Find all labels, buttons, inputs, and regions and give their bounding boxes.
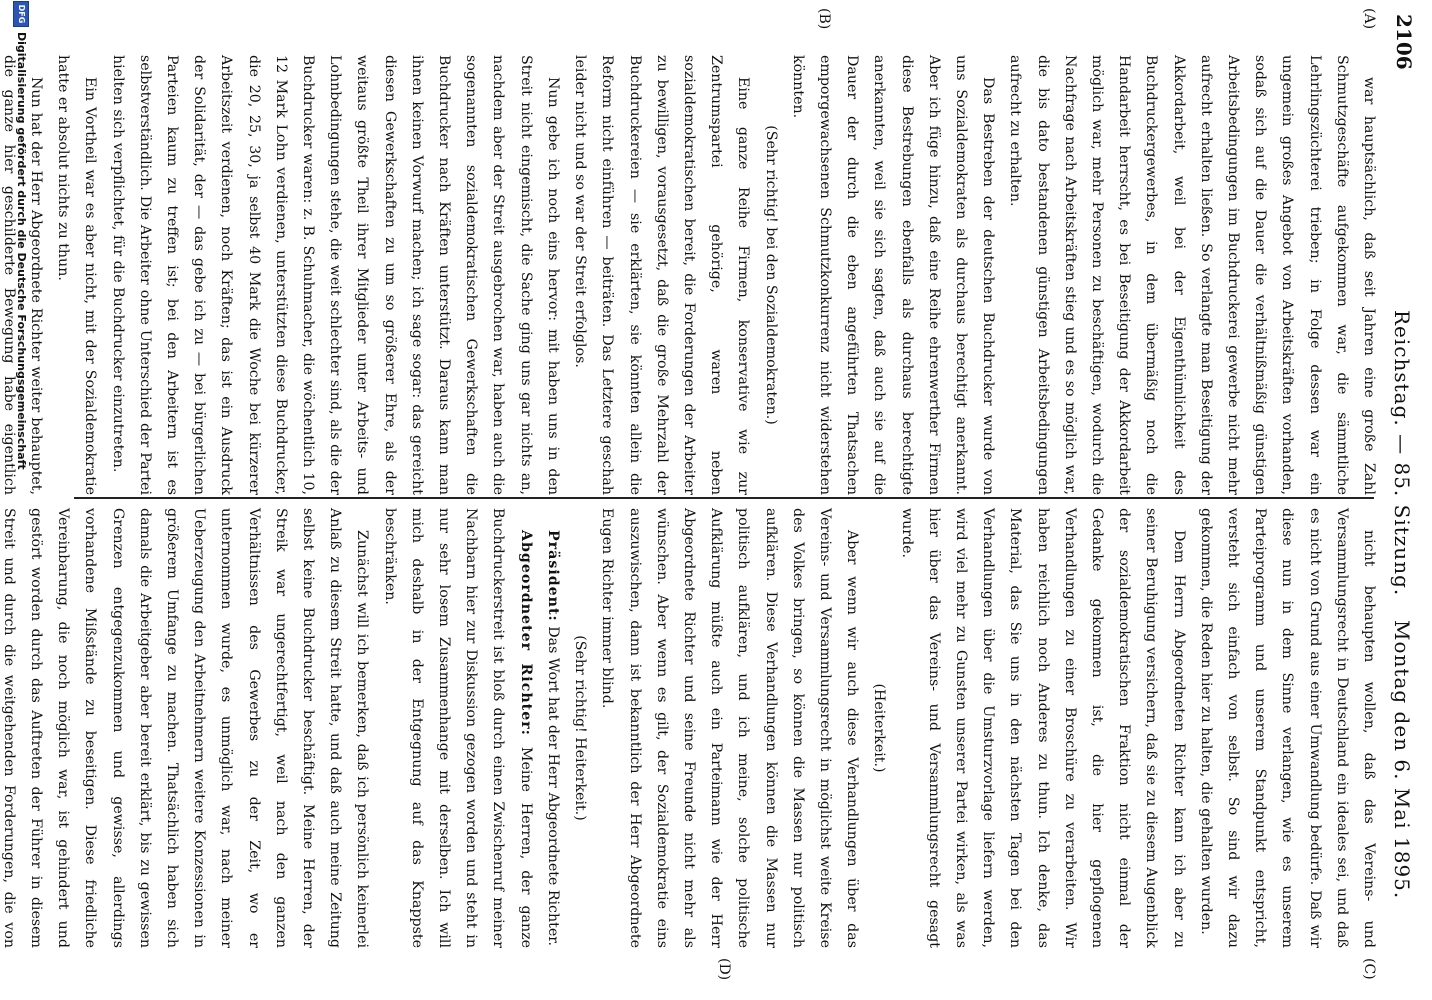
- speech-text: Meine Herren, der ganze Buchdruckerstreit ist bloß durch einen Zwischenruf meiner Nachbarn hier zur Diskussion gezogen worden und steht in nur sehr losem Zusammenhange mit derselben. Ich will mich deshalb in der Entgegnung auf das Knappste beschränken.: [381, 508, 534, 948]
- interjection: (Sehr richtig! Heiterkeit.): [572, 635, 589, 821]
- margin-marker-b: (B): [816, 8, 832, 30]
- paragraph: Dem Herrn Abgeordneten Richter kann ich aber zu seiner Beruhigung versichern, daß sie zu diesem Augenblick der sozialdemokratischen Fraktion nicht einmal der Gedanke gekommen ist, die hier gepflogenen Verhandlungen zu einer Broschüre zu verarbeiten. Wir haben reichlich noch Anderes zu thun. Ich denke, das Material, das Sie uns in den nächsten Tagen bei den Verhandlungen über die Umsturzvorlage liefern werden, wird viel mehr zu Gunsten unserer Partei wirken, als was hier über das Vereins- und Versammlungsrecht gesagt wurde.: [898, 508, 1187, 948]
- margin-marker-d: (D): [716, 958, 732, 981]
- paragraph: Ein Vortheil war es aber nicht, mit der Sozialdemokratie hatte er absolut nichts zu thun.: [55, 55, 99, 495]
- session-date: Montag den 6. Mai 1895.: [1390, 620, 1414, 900]
- digitization-footer: [7, 0, 37, 1000]
- paragraph: Nun gebe ich noch eins hervor: mit haben uns in den Streit nicht eingemischt, die Sache ging uns gar nichts an, nachdem aber der Streit ausgebrochen war, haben auch die sogenannten sozialdemokratischen Gewerkschaften die Buchdrucker nach Kräften unterstützt. Daraus kann man ihnen keinen Vorwurf machen; ich sage sogar: das gereicht diesen Gewerkschaften zu um so größerer Ehre, als der weitaus größte Theil ihrer Mitglieder unter Arbeits- und Lohnbedingungen stehe, die weit schlechter sind, als die der Buchdrucker waren: z. B. Schuhmacher, die wöchentlich 10, 12 Mark Lohn verdienen, unterstützten diese Buchdrucker, die 20, 25, 30, ja selbst 40 Mark die Woche bei kürzerer Arbeitszeit verdienen, noch Kräften; das ist ein Ausdruck der Solidarität, der — das gebe ich zu — bei bürgerlichen Parteien kaum zu treffen ist; bei den Arbeitern ist es selbstverständlich. Die Arbeiter ohne Unterschied der Partei hielten sich verpflichtet, für die Buchdrucker einzutreten.: [109, 55, 561, 495]
- paragraph: Zunächst will ich bemerken, daß ich persönlich keinerlei Anlaß zu diesem Streit hatte, und daß auch meine Zeitung selbst keine Buchdrucker beschäftigt. Meine Herren, der Streik war ungerechtfertigt, weil nach den ganzen Verhältnissen des Gewerbes zu der Zeit, wo er unternommen wurde, es unmöglich war, nach meiner Ueberzeugung den Arbeitnehmern weitere Konzessionen in größerem Umfange zu machen. Thatsächlich haben sich damals die Arbeitgeber aber bereit erklärt, bis zu gewissen Grenzen entgegenzukommen und gewisse, allerdings vorhandene Mißstände zu beseitigen. Diese friedliche Vereinbarung, die noch möglich war, ist gehindert und gestört worden durch das Auftreten der Führer in diesem Streit und durch die weitgehenden Forderungen, die von: [0, 508, 371, 948]
- page-header: [1386, 10, 1418, 990]
- interjection: (Sehr richtig! bei den Sozialdemokraten.): [762, 125, 779, 425]
- paragraph: Aber wenn wir auch diese Verhandlungen über das Vereins- und Versammlungsrecht in möglichst weite Kreise des Volkes bringen, so können die Massen nur politisch aufklären. Diese Verhandlungen können die Massen nur politisch aufklären, und ich meine, solche politische Aufklärung müßte auch ein Parteimann wie der Herr Abgeordnete Richter und seine Freunde nicht mehr als wünschen. Aber wenn es gilt, der Sozialdemokratie eins auszuwischen, dann ist bekanntlich der Herr Abgeordnete Eugen Richter immer blind.: [599, 508, 861, 948]
- paragraph: Das Bestreben der deutschen Buchdrucker wurde von uns Sozialdemokraten als durchaus berechtigt anerkannt. Aber ich füge hinzu, daß eine Reihe ehrenwerther Firmen diese Bestrebungen ebenfalls als durchaus berechtigte anerkannten, weil sie sich sagten, daß auch sie auf die Dauer der durch die eben angeführten Thatsachen emporgewachsenen Schmutzkonkurrenz nicht widerstehen könnten.: [789, 55, 997, 495]
- paragraph: Eine ganze Reihe Firmen, konservative wie zur Zentrumspartei gehörige, waren neben sozialdemokratischen bereit, die Forderungen der Arbeiter zu bewilligen, vorausgesetzt, daß die große Mehrzahl der Buchdruckereien — sie erklärten, sie könnten allein die Reform nicht einführen — beiträten. Das Letztere geschah leider nicht und so war der Streit erfolglos.: [572, 55, 752, 495]
- speech-text: Das Wort hat der Herr Abgeordnete Richter.: [544, 626, 561, 946]
- column-divider: [74, 497, 1374, 499]
- speaker-name: Abgeordneter Richter:: [517, 530, 534, 736]
- speech-paragraph: [375, 508, 538, 948]
- right-column: [0, 508, 1382, 948]
- margin-marker-c: (C): [1361, 958, 1377, 980]
- funding-credit: Digitalisierung gefördert durch die Deutsche Forschungsgemeinschaft: [15, 32, 28, 470]
- paragraph: nicht behaupten wollen, daß das Vereins- und Versammlungsrecht in Deutschland ein ideales sei, und daß es nicht von Grund aus einer Umwandlung bedürfe. Daß wir diese nun in dem Sinne verlangen, wie es unserem Parteiprogramm und unserem Standpunkt entspricht, versteht sich einfach von selbst. So sind wir dazu gekommen, die Reden hier zu halten, die gehalten wurden.: [1197, 508, 1377, 948]
- interjection: (Heiterkeit.): [871, 683, 888, 773]
- paragraph: war hauptsächlich, daß seit Jahren eine große Zahl Schmutzgeschäfte aufgekommen war, die sämmtliche Lehrlingszüchterei trieben; in Folge dessen war ein ungemein großes Angebot von Arbeitskräften vorhanden, sodaß sich auf die Dauer die verhältnißmäßig günstigen Arbeitsbedingungen im Buchdruckerei gewerbe nicht mehr aufrecht erhalten ließen. So verlangte man Beseitigung der Akkordarbeit, weil bei der Eigenthümlichkeit des Buchdruckergewerbes, in dem übermäßig noch die Handarbeit herrscht, es bei Beseitigung der Akkordarbeit möglich war, mehr Personen zu beschäftigen, wodurch die Nachfrage nach Arbeitskräften stieg und es so möglich war, die bis dato bestandenen günstigen Arbeitsbedingungen aufrecht zu erhalten.: [1007, 55, 1377, 495]
- speaker-name: Präsident:: [544, 530, 561, 622]
- speech-paragraph: [539, 508, 566, 948]
- dfg-logo-icon: DFG: [13, 1, 29, 27]
- margin-marker-a: (A): [1361, 8, 1377, 30]
- paragraph: Nun hat der Herr Abgeordnete Richter weiter behauptet, die ganze hier geschilderte Bewegung habe eigentlich: [0, 55, 45, 495]
- page-number: 2106: [1392, 14, 1416, 70]
- page-title: Reichstag. — 85. Sitzung.: [1390, 310, 1414, 597]
